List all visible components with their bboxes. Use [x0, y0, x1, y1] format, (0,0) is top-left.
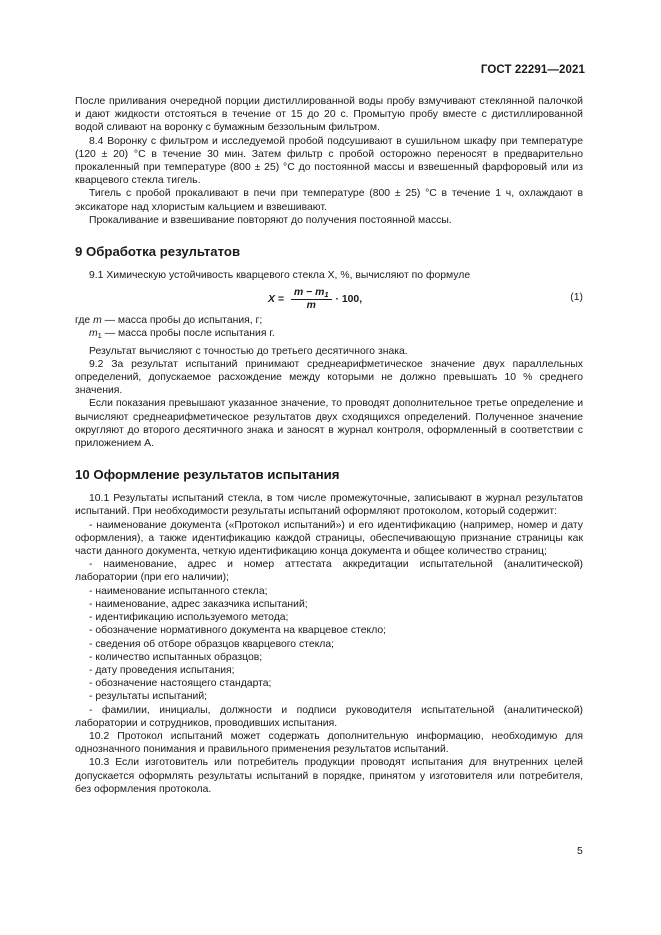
paragraph: 10.1 Результаты испытаний стекла, в том числе промежуточные, записывают в журнал результатов испытаний. При необходимости результаты испытаний оформляют протоколом, который содержит:: [75, 493, 583, 518]
paragraph: Тигель с пробой прокаливают в печи при температуре (800 ± 25) °С в течение 1 ч, охлаждают в эксикаторе над хлористым кальцием и взвешивают.: [75, 188, 583, 213]
standard-designation: ГОСТ 22291—2021: [480, 64, 585, 76]
formula-1: [75, 285, 583, 313]
section-10-heading: 10 Оформление результатов испытания: [75, 467, 340, 483]
paragraph: Прокаливание и взвешивание повторяют до получения постоянной массы.: [89, 214, 452, 226]
formula-equals: =: [277, 294, 285, 306]
formula-numerator: $m - m_1$: [291, 287, 332, 300]
formula-intro: 9.1 Химическую устойчивость кварцевого стекла X, %, вычисляют по формуле: [89, 270, 471, 282]
paragraph: Если показания превышают указанное значение, то проводят дополнительное третье определение и вычисляют среднеарифметическое результатов двух сходящихся определений. Полученное значение округляют до второго десятичного знака и заносят в журнал контроля, оформленный в соответствии с приложением А.: [75, 398, 583, 450]
formula-expression: [268, 287, 362, 312]
paragraph: После приливания очередной порции дистиллированной воды пробу взмучивают стеклянной палочкой и дают жидкости отстояться в течение от 15 до 20 с. Промытую пробу вместе с дистиллированной водой сливают на воронку с бумажным беззольным фильтром.: [75, 96, 583, 134]
list-item: - обозначение нормативного документа на кварцевое стекло;: [89, 625, 387, 637]
list-item: - наименование, адрес и номер аттестата аккредитации испытательной (аналитической) лаборатории (при его наличии);: [75, 559, 583, 584]
section-9-heading: 9 Обработка результатов: [75, 244, 241, 260]
where-line-m1: [75, 327, 583, 340]
list-item: - количество испытанных образцов;: [89, 651, 263, 663]
list-item: - обозначение настоящего стандарта;: [89, 678, 272, 690]
symbol-m-description: — масса пробы до испытания, г;: [104, 315, 263, 327]
paragraph: 10.3 Если изготовитель или потребитель продукции проводят испытания для внутренних целей допускается оформлять результаты испытаний в порядке, принятом у изготовителя или потребителя, без оформления протокола.: [75, 757, 583, 795]
formula-fraction: [291, 287, 332, 312]
page-number: 5: [577, 846, 583, 857]
paragraph: 8.4 Воронку с фильтром и исследуемой пробой подсушивают в сушильном шкафу при температуре (120 ± 20) °С в течение 30 мин. Затем фильтр с пробой осторожно переносят в предварительно прокаленный при температуре (800 ± 25) °С до постоянной массы и взвешенный фарфоровый или из кварцевого стекла тигель.: [75, 135, 583, 187]
formula-number: (1): [570, 292, 583, 304]
page-content: [75, 95, 583, 796]
formula-lhs: X: [268, 294, 275, 306]
list-item: - фамилии, инициалы, должности и подписи руководителя испытательной (аналитической) лаборатории и сотрудников, проводивших испытания.: [75, 704, 583, 729]
symbol-m: m: [93, 315, 102, 327]
where-word: где: [75, 315, 91, 327]
list-item: - наименование, адрес заказчика испытаний;: [89, 598, 308, 610]
list-item: - сведения об отборе образцов кварцевого стекла;: [89, 638, 334, 650]
symbol-m1: $m_1$: [89, 328, 102, 341]
formula-tail: · 100,: [335, 294, 363, 306]
where-line-m: [75, 314, 583, 327]
paragraph: Результат вычисляют с точностью до третьего десятичного знака.: [89, 345, 408, 357]
list-item: - наименование испытанного стекла;: [89, 585, 268, 597]
formula-denominator: m: [306, 300, 316, 312]
list-item: - дату проведения испытания;: [89, 664, 235, 676]
paragraph: 10.2 Протокол испытаний может содержать дополнительную информацию, необходимую для однозначного понимания и правильного применения результатов испытаний.: [75, 730, 583, 756]
paragraph: 9.2 За результат испытаний принимают среднеарифметическое значение двух параллельных определений, допускаемое расхождение между которыми не должно превышать 10 % среднего значения.: [75, 358, 583, 397]
list-item: - идентификацию используемого метода;: [89, 612, 289, 624]
symbol-m1-description: — масса пробы после испытания г.: [104, 328, 275, 340]
list-item: - наименование документа («Протокол испытаний») и его идентификацию (например, номер и дату оформления), а также идентификацию каждой страницы, обеспечивающую признание страницы как части данного документа, четкую идентификацию конца документа и общее количество страниц;: [75, 519, 583, 558]
list-item: - результаты испытаний;: [89, 691, 208, 703]
